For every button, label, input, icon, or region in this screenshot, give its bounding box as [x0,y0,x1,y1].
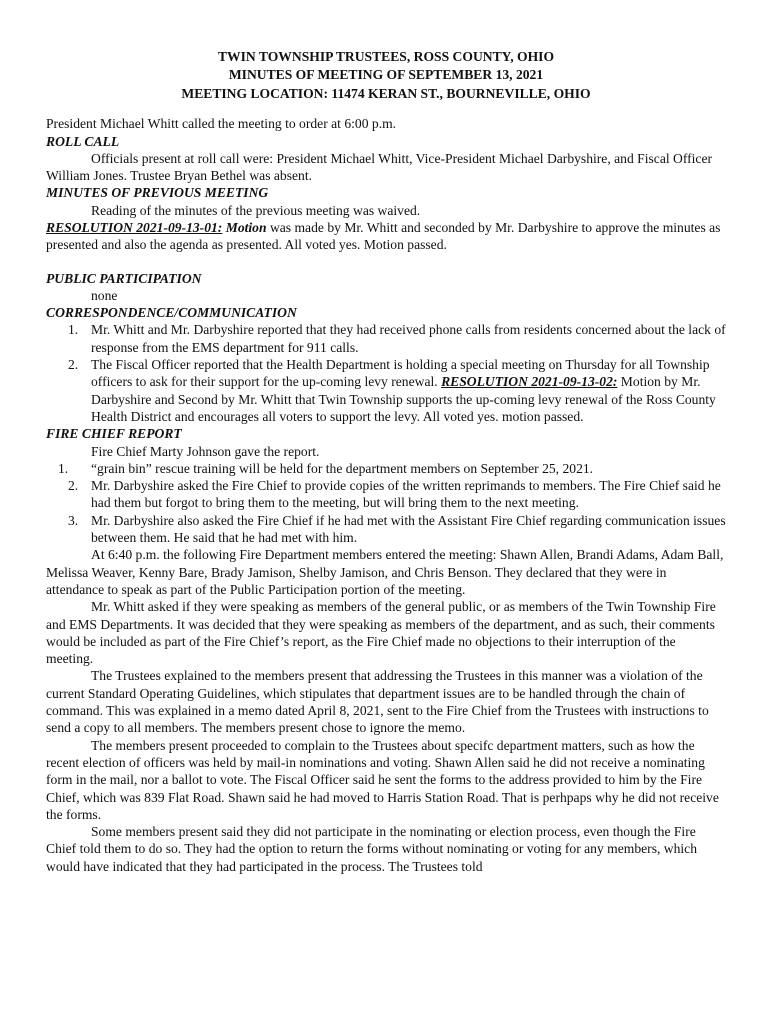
list-item-number: 1. [68,322,79,338]
list-item [46,460,726,477]
minutes-heading: MINUTES OF PREVIOUS MEETING [46,185,269,201]
list-item [46,356,726,425]
correspondence-list [46,321,726,425]
list-item-text: “grain bin” rescue training will be held for the department members on September 25, 2021. [91,460,594,476]
fire-chief-heading: FIRE CHIEF REPORT [46,426,182,442]
roll-call-text: Officials present at roll call were: President Michael Whitt, Vice-President Michael Darbyshire, and Fiscal Officer William Jones. Trustee Bryan Bethel was absent. [46,150,713,184]
header-date: MINUTES OF MEETING OF SEPTEMBER 13, 2021 [228,67,544,83]
list-item [46,321,726,356]
fire-paragraph-3: The Trustees explained to the members present that addressing the Trustees in this manner was a violation of the current Standard Operating Guidelines, which stipulates that department issues are to be handled through the chain of command. This was explained in a memo dated April 8, 2021, sent to the Fire Chief from the Trustees with instructions to send a copy to all members. The members present chose to ignore the memo. [46,668,709,736]
call-to-order: President Michael Whitt called the meeting to order at 6:00 p.m. [46,116,397,132]
fire-chief-intro: Fire Chief Marty Johnson gave the report. [91,443,320,459]
header-title: TWIN TOWNSHIP TRUSTEES, ROSS COUNTY, OHIO [217,49,555,64]
public-participation-heading: PUBLIC PARTICIPATION [46,270,202,286]
resolution-01-motion-label: Motion [225,220,267,235]
list-item-text: The Fiscal Officer reported that the Health Department is holding a special meeting on Thursday for all Township officers to ask for their support for the up-coming levy renewal. [91,357,710,390]
list-item-number: 1. [58,460,69,476]
fire-chief-list [46,460,726,546]
fire-paragraph-2: Mr. Whitt asked if they were speaking as members of the general public, or as members of the Twin Township Fire and EMS Departments. It was decided that they were speaking as members of the department, and as such, their comments would be included as part of the Fire Chief’s report, as the Fire Chief made no objections to their interruption of the meeting. [46,599,716,667]
resolution-01 [46,219,726,254]
fire-paragraph-5: Some members present said they did not participate in the nominating or election process, even though the Fire Chief told them to do so. They had the option to return the forms without nominating or voting for any members, which would have indicated that they had participated in the process. The Trustees told [46,824,698,874]
list-item-number: 2. [68,478,79,494]
header-location: MEETING LOCATION: 11474 KERAN ST., BOURNEVILLE, OHIO [181,85,591,101]
list-item-number: 2. [68,357,79,373]
roll-call-heading: ROLL CALL [46,133,120,149]
fire-paragraph-4: The members present proceeded to complain to the Trustees about specifc department matters, such as how the recent election of officers was held by mail-in nominations and voting. Shawn Allen said he did not receive a nominating form in the mail, nor a ballot to vote. The Fiscal Officer said he sent the forms to the address provided to him by the Fire Chief, which was 839 Flat Road. Shawn said he had moved to Harris Station Road. That is perhpaps why he did not receive the forms. [46,737,719,822]
list-item [46,512,726,547]
list-item-text: Mr. Whitt and Mr. Darbyshire reported that they had received phone calls from residents concerned about the lack of response from the EMS department for 911 calls. [91,322,726,355]
resolution-02-id: RESOLUTION 2021-09-13-02: [441,374,618,390]
list-item-number: 3. [68,512,79,528]
list-item-text: Mr. Darbyshire also asked the Fire Chief if he had met with the Assistant Fire Chief regarding communication issues between them. He said that he had met with him. [91,512,726,546]
document-header [46,48,726,103]
minutes-text: Reading of the minutes of the previous meeting was waived. [91,202,421,218]
resolution-01-text: was made by Mr. Whitt and seconded by Mr. Darbyshire to approve the minutes as presented and also the agenda as presented. All voted yes. Motion passed. [46,220,721,253]
list-item [46,477,726,512]
public-participation-text: none [91,287,118,303]
resolution-02-text: Motion by Mr. Darbyshire and Second by Mr. Whitt that Twin Township supports the up-coming levy renewal of the Ross County Health District and encourages all voters to support the levy. All voted yes. motion passed. [91,374,716,424]
correspondence-heading: CORRESPONDENCE/COMMUNICATION [46,305,297,321]
fire-paragraph-1: At 6:40 p.m. the following Fire Department members entered the meeting: Shawn Allen, Brandi Adams, Adam Ball, Melissa Weaver, Kenny Bare, Brady Jamison, Shelby Jamison, and Chris Benson. They declared that they were in attendance to speak as part of the Public Participation portion of the meeting. [46,547,724,597]
minutes-document [46,48,726,875]
resolution-01-id: RESOLUTION 2021-09-13-01: [46,220,223,235]
list-item-text: Mr. Darbyshire asked the Fire Chief to provide copies of the written reprimands to members. The Fire Chief said he had them but forgot to bring them to the meeting, but will bring them to the next meeting. [91,478,721,511]
